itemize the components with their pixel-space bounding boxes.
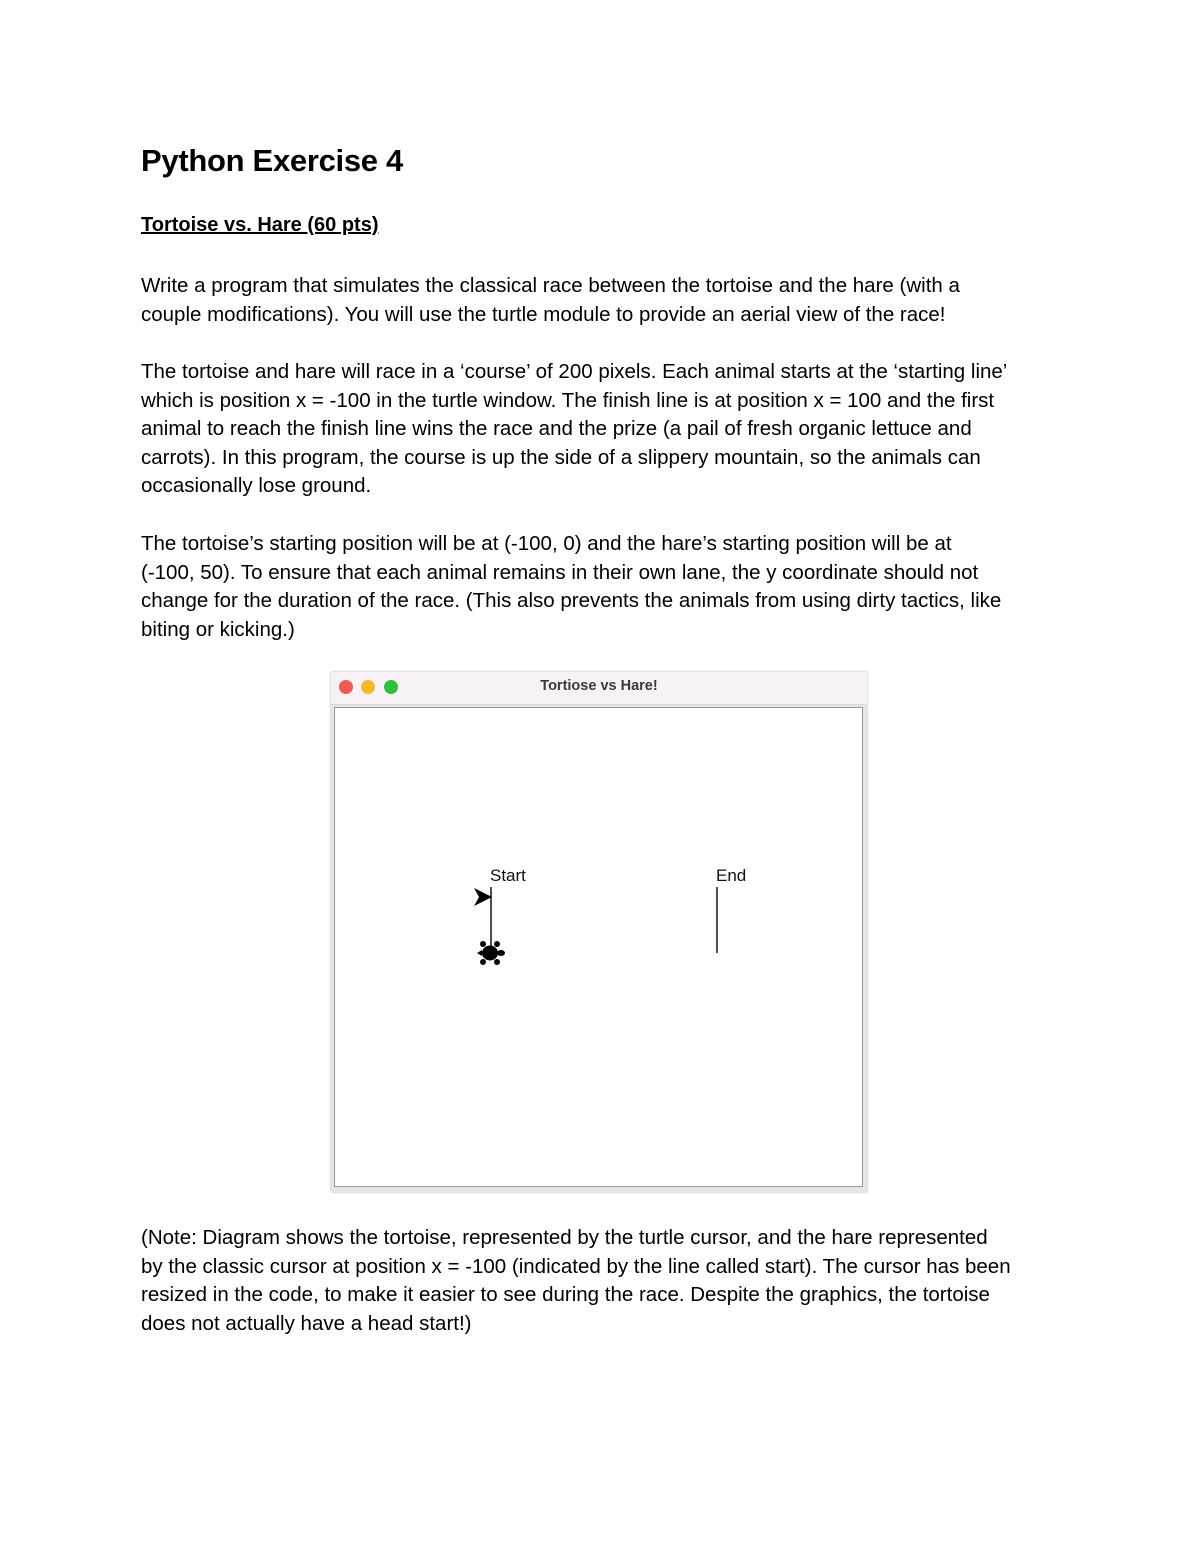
- text-line: couple modifications). You will use the turtle module to provide an aerial view of the race!: [141, 302, 946, 326]
- text-line: animal to reach the finish line wins the race and the prize (a pail of fresh organic lettuce and: [141, 417, 972, 441]
- text-line: change for the duration of the race. (This also prevents the animals from using dirty tactics, like: [141, 589, 1002, 613]
- text-line: which is position x = -100 in the turtle window. The finish line is at position x = 100 and the first: [141, 388, 995, 412]
- turtle-window: [331, 672, 867, 1192]
- page-title: Python Exercise 4: [141, 143, 403, 178]
- hare-cursor-icon: [474, 888, 492, 906]
- paragraph-intro: [141, 272, 1071, 329]
- text-line: occasionally lose ground.: [141, 474, 372, 498]
- text-line: does not actually have a head start!): [141, 1311, 472, 1335]
- paragraph-note: [141, 1224, 1071, 1338]
- text-line: resized in the code, to make it easier to see during the race. Despite the graphics, the tortoise: [141, 1283, 990, 1307]
- text-line: The tortoise and hare will race in a ‘course’ of 200 pixels. Each animal starts at the ‘starting line’: [141, 360, 1008, 383]
- start-label: Start: [490, 866, 526, 885]
- text-line: (Note: Diagram shows the tortoise, represented by the turtle cursor, and the hare represented: [141, 1226, 988, 1249]
- turtle-canvas: [334, 707, 863, 1187]
- text-line: Write a program that simulates the classical race between the tortoise and the hare (with a: [141, 274, 960, 297]
- race-drawing: [335, 708, 862, 1186]
- section-heading: Tortoise vs. Hare (60 pts): [141, 214, 379, 236]
- window-titlebar: [331, 672, 867, 705]
- window-title: Tortiose vs Hare!: [540, 678, 658, 694]
- text-line: biting or kicking.): [141, 617, 295, 641]
- paragraph-course: [141, 358, 1071, 501]
- paragraph-positions: [141, 530, 1071, 644]
- text-line: by the classic cursor at position x = -100 (indicated by the line called start). The cursor has been: [141, 1254, 1011, 1278]
- text-line: (-100, 50). To ensure that each animal remains in their own lane, the y coordinate should not: [141, 560, 979, 584]
- text-line: carrots). In this program, the course is up the side of a slippery mountain, so the animals can: [141, 445, 981, 469]
- end-label: End: [716, 866, 747, 885]
- text-line: The tortoise’s starting position will be at (-100, 0) and the hare’s starting position will be at: [141, 532, 952, 555]
